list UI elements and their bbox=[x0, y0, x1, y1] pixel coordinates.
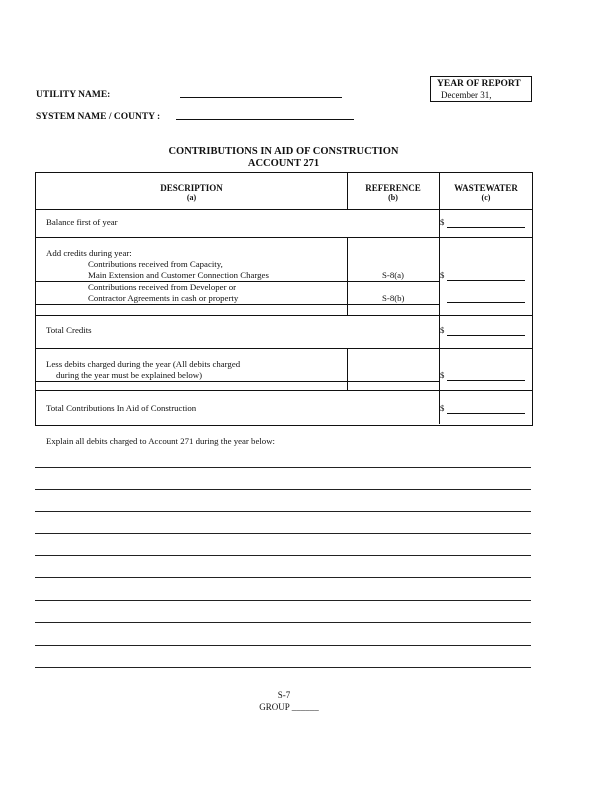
page-title: CONTRIBUTIONS IN AID OF CONSTRUCTION bbox=[168, 146, 399, 157]
dollar-sign: $ bbox=[440, 370, 445, 380]
developer-label-2: Contractor Agreements in cash or property bbox=[88, 293, 239, 303]
utility-name-label: UTILITY NAME: bbox=[36, 90, 111, 100]
capacity-label-2: Main Extension and Customer Connection Charges bbox=[88, 270, 269, 280]
dollar-sign: $ bbox=[440, 325, 445, 335]
explanation-line[interactable] bbox=[35, 577, 531, 578]
developer-amount[interactable] bbox=[447, 302, 525, 303]
row-divider bbox=[36, 390, 532, 391]
explanation-line[interactable] bbox=[35, 467, 531, 468]
year-of-report-value[interactable]: December 31, bbox=[441, 90, 492, 100]
explanation-line[interactable] bbox=[35, 511, 531, 512]
explanation-line[interactable] bbox=[35, 555, 531, 556]
dollar-sign: $ bbox=[440, 217, 445, 227]
less-debits-label-1: Less debits charged during the year (All debits charged bbox=[46, 359, 241, 369]
column-header-reference: REFERENCE (b) bbox=[365, 183, 421, 202]
less-debits-amount[interactable] bbox=[447, 380, 525, 381]
contributions-table bbox=[35, 172, 533, 426]
capacity-label-1: Contributions received from Capacity, bbox=[88, 259, 223, 269]
group-label: GROUP ______ bbox=[259, 702, 319, 712]
developer-reference: S-8(b) bbox=[382, 293, 405, 303]
explanation-line[interactable] bbox=[35, 645, 531, 646]
total-contributions-amount[interactable] bbox=[447, 413, 525, 414]
column-header-description: DESCRIPTION (a) bbox=[160, 183, 223, 202]
system-name-label: SYSTEM NAME / COUNTY : bbox=[36, 112, 161, 122]
row-divider bbox=[36, 315, 532, 316]
explanation-line[interactable] bbox=[35, 533, 531, 534]
year-of-report-box bbox=[430, 76, 532, 102]
explanation-line[interactable] bbox=[35, 667, 531, 668]
add-credits-label: Add credits during year: bbox=[46, 248, 132, 258]
explanation-line[interactable] bbox=[35, 600, 531, 601]
balance-first-amount[interactable] bbox=[447, 227, 525, 228]
row-divider-thin bbox=[36, 304, 439, 305]
capacity-reference: S-8(a) bbox=[382, 270, 404, 280]
dollar-sign: $ bbox=[440, 270, 445, 280]
year-of-report-label: YEAR OF REPORT bbox=[437, 79, 521, 89]
explain-instruction: Explain all debits charged to Account 271 during the year below: bbox=[46, 436, 275, 446]
developer-label-1: Contributions received from Developer or bbox=[88, 282, 237, 292]
account-title: ACCOUNT 271 bbox=[247, 158, 320, 169]
total-credits-label: Total Credits bbox=[46, 325, 92, 335]
page-number: S-7 bbox=[277, 690, 291, 700]
explanation-line[interactable] bbox=[35, 489, 531, 490]
capacity-amount[interactable] bbox=[447, 280, 525, 281]
less-debits-label-2: during the year must be explained below) bbox=[56, 370, 203, 380]
balance-first-label: Balance first of year bbox=[46, 217, 118, 227]
row-divider-thin bbox=[36, 381, 439, 382]
row-divider bbox=[36, 237, 532, 238]
total-contributions-label: Total Contributions In Aid of Construction bbox=[46, 403, 197, 413]
system-name-field[interactable] bbox=[176, 119, 354, 120]
header-divider bbox=[36, 209, 532, 210]
utility-name-field[interactable] bbox=[180, 97, 342, 98]
column-header-wastewater: WASTEWATER (c) bbox=[454, 183, 518, 202]
col-divider-1c bbox=[347, 348, 348, 390]
total-credits-amount[interactable] bbox=[447, 335, 525, 336]
col-divider-2 bbox=[439, 173, 440, 424]
row-divider bbox=[36, 348, 532, 349]
dollar-sign: $ bbox=[440, 403, 445, 413]
explanation-line[interactable] bbox=[35, 622, 531, 623]
